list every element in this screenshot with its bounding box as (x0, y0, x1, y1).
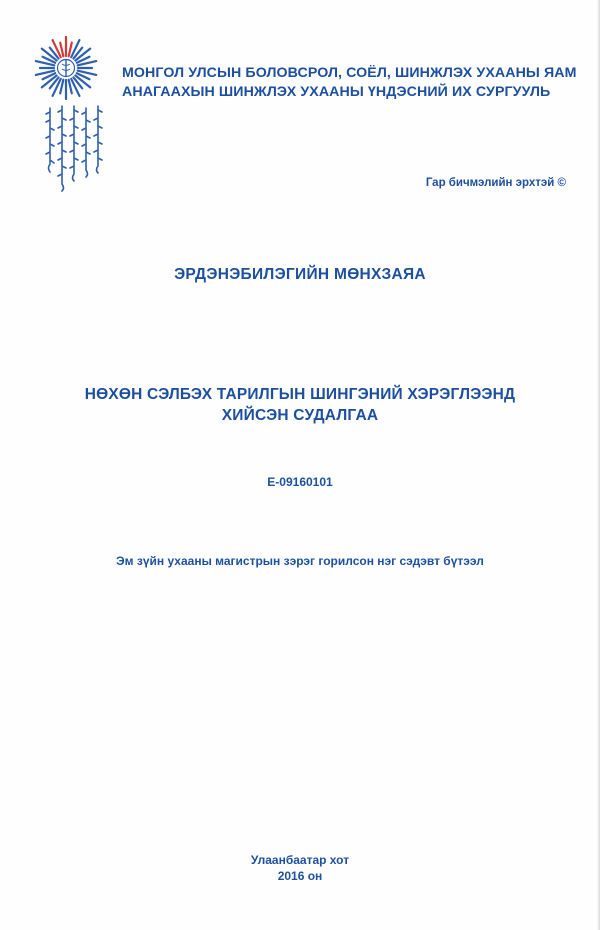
copyright-notice: Гар бичмэлийн эрхтэй © (425, 177, 566, 189)
university-logo (34, 36, 98, 100)
year: 2016 он (277, 869, 323, 883)
university-name: АНАГААХЫН ШИНЖЛЭХ УХААНЫ ҮНДЭСНИЙ ИХ СУРГУУЛЬ (122, 84, 551, 100)
logo-ray (69, 43, 72, 57)
logo-ray (60, 43, 63, 57)
logo-ray (69, 80, 72, 94)
institution-header (122, 64, 592, 102)
city: Улаанбаатар хот (250, 853, 350, 867)
thesis-title-line-1: НӨХӨН СЭЛБЭХ ТАРИЛГЫН ШИНГЭНИЙ ХЭРЭГЛЭЭНД (84, 386, 516, 403)
thesis-title (0, 384, 600, 426)
author-name: ЭРДЭНЭБИЛЭГИЙН МӨНХЗАЯА (174, 266, 426, 283)
place-and-year (0, 852, 600, 884)
degree-statement: Эм зүйн ухааны магистрын зэрэг горилсон нэг сэдэвт бүтээл (116, 554, 484, 568)
ministry-name: МОНГОЛ УЛСЫН БОЛОВСРОЛ, СОЁЛ, ШИНЖЛЭХ УХААНЫ ЯАМ (122, 65, 577, 81)
specialty-code: Е-09160101 (267, 475, 333, 489)
logo-ray (60, 80, 63, 94)
mongolian-script-logo-text (40, 104, 106, 192)
thesis-title-line-2: ХИЙСЭН СУДАЛГАА (221, 407, 379, 424)
